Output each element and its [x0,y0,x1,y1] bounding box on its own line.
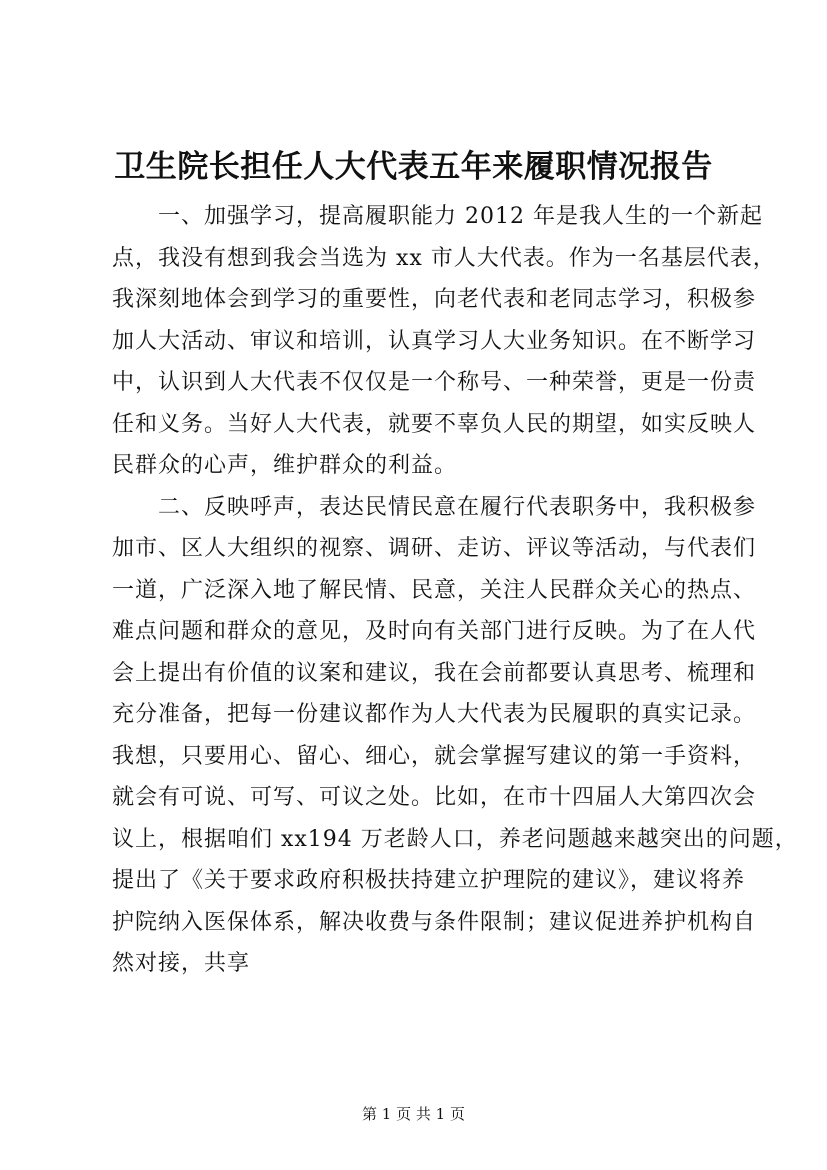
body-line: 我深刻地体会到学习的重要性，向老代表和老同志学习，积极参 [112,287,757,312]
body-line: 议上，根据咱们 xx194 万老龄人口，养老问题越来越突出的问题， [112,826,798,852]
body-line: 民群众的心声，维护群众的利益。 [112,453,458,478]
body-line: 提出了《关于要求政府积极扶持建立护理院的建议》，建议将养 [112,868,746,893]
body-line: 二、反映呼声，表达民情民意在履行代表职务中，我积极参 [112,494,757,520]
body-line: 中，认识到人大代表不仅仅是一个称号、一种荣誉，更是一份责 [112,370,757,395]
body-line: 就会有可说、可写、可议之处。比如，在市十四届人大第四次会 [112,785,757,810]
body-line: 会上提出有价值的议案和建议，我在会前都要认真思考、梳理和 [112,660,757,686]
body-line: 护院纳入医保体系，解决收费与条件限制；建议促进养护机构自 [112,909,757,935]
body-line: 充分准备，把每一份建议都作为人大代表为民履职的真实记录。 [112,702,757,727]
body-line: 一道，广泛深入地了解民情、民意，关注人民群众关心的热点、 [112,577,757,603]
page-footer: 第 1 页 共 1 页 [362,1105,465,1123]
body-line: 任和义务。当好人大代表，就要不辜负人民的期望，如实反映人 [112,411,757,437]
body-line: 然对接，共享 [112,951,251,976]
body-line: 加人大活动、审议和培训，认真学习人大业务知识。在不断学习 [112,328,757,354]
document-title: 卫生院长担任人大代表五年来履职情况报告 [114,149,713,185]
body-line: 加市、区人大组织的视察、调研、走访、评议等活动，与代表们 [112,536,757,561]
document-body [112,196,798,985]
body-line: 难点问题和群众的意见，及时向有关部门进行反映。为了在人代 [112,619,757,644]
body-line: 点，我没有想到我会当选为 xx 市人大代表。作为一名基层代表， [112,245,776,271]
body-line: 一、加强学习，提高履职能力 2012 年是我人生的一个新起 [112,204,763,229]
body-line: 我想，只要用心、留心、细心，就会掌握写建议的第一手资料， [112,743,757,769]
